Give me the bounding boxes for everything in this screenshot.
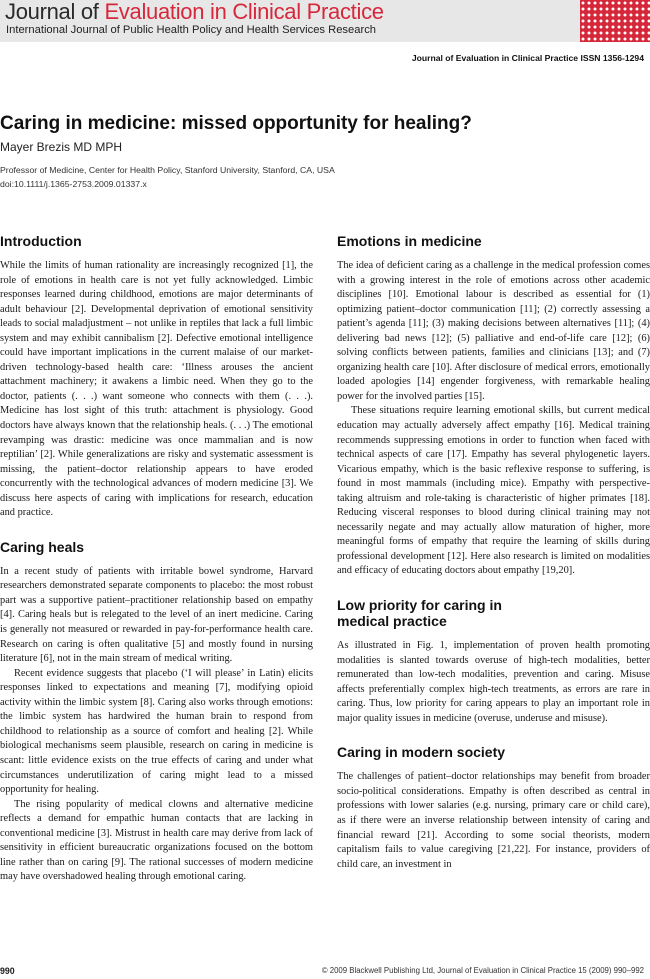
- left-column: [0, 233, 313, 885]
- copyright-line: © 2009 Blackwell Publishing Ltd, Journal of Evaluation in Clinical Practice 15 (2009) 990–992: [321, 966, 644, 975]
- section-heading-low-priority: [337, 597, 650, 629]
- doi-link[interactable]: doi:10.1111/j.1365-2753.2009.01337.x: [0, 179, 147, 189]
- journal-name-part1: Journal of: [5, 0, 105, 24]
- modern-society-paragraph: The challenges of patient–doctor relationships may benefit from broader socio-political considerations. Empathy is often described as central in professions with lower salaries (e.g. nursing, primary care or child care), as if there were an inverse relationship between intensity of caring and financial reward [21]. According to some social theorists, modern capitalism fails to value caregiving [21,22]. For instance, providers of child care, an investment in: [337, 771, 650, 870]
- section-heading-modern-society: Caring in modern society: [337, 744, 506, 761]
- caring-heals-paragraph-2: Recent evidence suggests that placebo (‘I will please’ in Latin) elicits responses linked to expectations and meaning [7], modifying opioid activity within the limbic system [8]. Caring also works through emotions: the limbic system has hardwired the human brain to respond from childhood to relationship as a source of comfort and healing [2]. While biological mechanisms seem plausible, research on caring in medicine is scant: little evidence exists on the true effects of caring and under what circumstances underutilization of caring might lead to a missed opportunity for healing.: [0, 667, 313, 796]
- right-column: [337, 233, 650, 872]
- issn-line: Journal of Evaluation in Clinical Practice ISSN 1356-1294: [411, 53, 644, 63]
- caring-heals-paragraph-3: The rising popularity of medical clowns and alternative medicine reflects a demand for empathic human contacts that are lacking in conventional medicine [3]. Mistrust in health care may derive from lack of sensitivity in efficient bureaucratic organizations focused on the bottom line rather than on caring [9]. The rational successes of modern medicine may have overshadowed healing through emotional caring.: [0, 798, 313, 883]
- caring-heals-paragraph-1: In a recent study of patients with irritable bowel syndrome, Harvard researchers demonstrated separate components to placebo: the most robust part was a supportive patient–practitioner relationship based on empathy [4]. Caring heals but is relegated to the level of an inert medicine. Caring is generally not measured or rewarded in pay-for-performance health care. Research on caring is often qualitative [5] and mostly found in nursing literature [6], not in the main stream of medical writing.: [0, 565, 313, 665]
- journal-masthead: [0, 0, 650, 42]
- low-priority-heading-line1: Low priority for caring in: [337, 597, 502, 614]
- author-affiliation: Professor of Medicine, Center for Health Policy, Stanford University, Stanford, CA, USA: [0, 165, 335, 175]
- journal-subtitle: International Journal of Public Health Policy and Health Services Research: [6, 24, 377, 36]
- low-priority-heading-line2: medical practice: [337, 613, 447, 630]
- section-heading-caring-heals: Caring heals: [0, 538, 85, 555]
- introduction-paragraph: While the limits of human rationality are increasingly recognized [1], the role of emotions in health care is not yet fully acknowledged. Limbic responses learned during childhood, emotions are major determinants of adult behaviour [2]. Developmental deprivation of emotional sensitivity leads to social maladjustment – not unlike in reptiles that lack a full limbic system and may exhibit cannibalism [2]. Defective emotional intelligence could have important implications in the current malaise of our market-driven technology-based health care: ‘Illness arouses the ancient attachment machinery; it awakens a limbic need. When they go to the doctor, patients (. . .) want someone who connects with them (. . .). Medicine has lost sight of this truth: attachment is physiology. Good doctors have always known that the relationship heals. (. . .) The emotional revamping was drastic: medicine was once mammalian and is now reptilian’ [2]. While generalizations are risky and systematic assessment is missing, the patient–doctor relationship appears to have eroded concurrently with the technological advances of modern medicine [3]. We discuss here aspects of caring with implications for research, education and practice.: [0, 260, 313, 519]
- emotions-paragraph-2: These situations require learning emotional skills, but current medical education may actually adversely affect empathy [16]. Medical training recommends suppressing emotions in order to function when faced with technical aspects of care [17]. Empathy has several phylogenetic layers. Vicarious empathy, which is the basic reflexive response to suffering, is found in most mammals (including mice). Empathy with perspective-taking altruism and role-taking is characteristic of higher primates [18]. Reducing visceral responses to blood during clinical training may not necessarily negate and may actually allow maturation of higher, more meaningful forms of empathy that require the learning of skills during professional development [12]. Here also research is limited on modalities and efficacy of educating doctors about empathy [19,20].: [337, 405, 650, 577]
- author-name: Mayer Brezis MD MPH: [0, 140, 123, 154]
- low-priority-paragraph: As illustrated in Fig. 1, implementation of proven health promoting modalities is slanted towards overuse of high-tech modalities, better remunerated than low-tech modalities, prevention and caring. Misuse affects preferentially complex high-tech treatments, as errors are rare in caring. Thus, low priority for caring appears to play an important role in major quality issues in medicine (overuse, underuse and misuse).: [337, 640, 650, 724]
- page-number: 990: [0, 966, 15, 976]
- journal-name: [5, 0, 384, 24]
- section-heading-introduction: Introduction: [0, 233, 82, 249]
- section-heading-emotions: Emotions in medicine: [337, 233, 482, 249]
- journal-name-part2: Evaluation in Clinical Practice: [104, 0, 384, 24]
- article-title: Caring in medicine: missed opportunity for healing?: [0, 113, 472, 134]
- publisher-logo: [580, 0, 650, 42]
- emotions-paragraph-1: The idea of deficient caring as a challenge in the medical profession comes with a growing interest in the role of emotions across other academic disciplines [10]. Emotional labour is described as essential for (1) optimizing patient–doctor communication [11]; (2) correctly assessing a patient’s agenda [11]; (3) making decisions between alternatives [11]; (4) delivering bad news [12]; (5) palliative and end-of-life care [12]; (6) solving conflicts between patients, families and clinicians [13]; and (7) organizing health care [10]. After disclosure of medical errors, emotionally loaded apologies [14] engender forgiveness, with remarkable healing power for the involved parties [15].: [337, 260, 650, 402]
